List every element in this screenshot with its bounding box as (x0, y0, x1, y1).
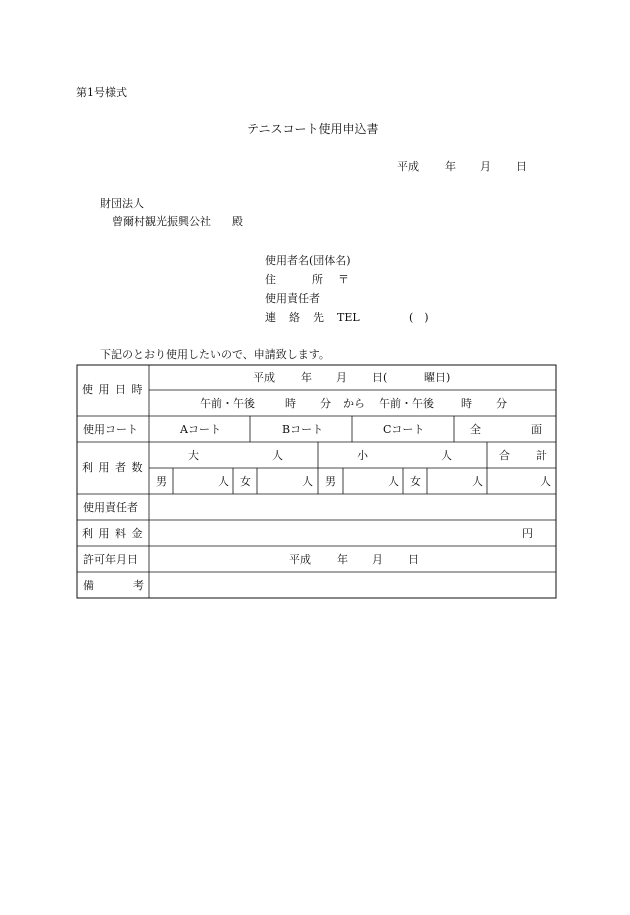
applicant-address-label: 住 (265, 273, 276, 286)
form-number: 第1号様式 (76, 86, 127, 99)
usage-minute-from: 分 (320, 397, 331, 410)
total-person: 人 (540, 475, 551, 488)
court-c: Cコート (383, 423, 425, 436)
child-male-person: 人 (388, 475, 399, 488)
users-child: 小 (357, 449, 368, 462)
permit-day: 日 (408, 553, 419, 566)
permit-label: 許可年月日 (83, 553, 138, 566)
date-month: 月 (480, 160, 491, 173)
users-child-person: 人 (441, 449, 452, 462)
child-female: 女 (410, 475, 421, 488)
fee-label: 利 用 料 金 (82, 527, 144, 540)
usage-year: 年 (301, 371, 312, 384)
date-era: 平成 (397, 160, 419, 173)
form-title: テニスコート使用申込書 (247, 122, 379, 136)
applicant-contact-label-2: 絡 (289, 311, 300, 324)
manager-label: 使用責任者 (83, 501, 138, 514)
users-adult-person: 人 (272, 449, 283, 462)
usage-from: から (343, 397, 365, 410)
users-total-1: 合 (499, 449, 510, 462)
usage-day-open: 日( (372, 371, 388, 384)
addressee-line1: 財団法人 (100, 197, 144, 210)
court-a: Aコート (180, 423, 221, 436)
intro-text: 下記のとおり使用したいので、申請致します。 (100, 348, 330, 361)
adult-female: 女 (240, 475, 251, 488)
usage-minute-to: 分 (496, 397, 507, 410)
usage-datetime-label: 使 用 日 時 (82, 383, 144, 396)
applicant-contact-label-1: 連 (265, 311, 276, 324)
tel-label: TEL (337, 311, 360, 324)
court-all-1: 全 (470, 423, 481, 436)
permit-era: 平成 (289, 553, 311, 566)
fee-yen: 円 (522, 527, 533, 540)
permit-month: 月 (372, 553, 383, 566)
child-female-person: 人 (472, 475, 483, 488)
users-label: 利 用 者 数 (82, 461, 144, 474)
court-b: Bコート (282, 423, 324, 436)
usage-month: 月 (336, 371, 347, 384)
usage-hour-from: 時 (285, 397, 296, 410)
date-year: 年 (445, 160, 456, 173)
users-adult: 大 (188, 449, 199, 462)
adult-male: 男 (156, 475, 167, 488)
addressee-org: 曾爾村観光振興公社 (112, 215, 211, 228)
permit-year: 年 (337, 553, 348, 566)
adult-male-person: 人 (218, 475, 229, 488)
applicant-contact-label-3: 先 (313, 311, 324, 324)
applicant-address-label-2: 所 (312, 273, 323, 286)
usage-hour-to: 時 (461, 397, 472, 410)
applicant-manager-label: 使用責任者 (265, 292, 320, 305)
usage-ampm-to: 午前・午後 (379, 397, 434, 410)
addressee-honorific: 殿 (232, 215, 243, 228)
remarks-label-1: 備 (83, 579, 94, 592)
usage-era: 平成 (253, 371, 275, 384)
remarks-label-2: 考 (133, 579, 144, 592)
tel-parens: ( ) (409, 311, 429, 324)
adult-female-person: 人 (302, 475, 313, 488)
applicant-name-label: 使用者名(団体名) (265, 254, 351, 267)
users-total-2: 計 (536, 449, 547, 462)
court-all-2: 面 (531, 423, 542, 436)
usage-ampm-from: 午前・午後 (200, 397, 255, 410)
court-label: 使用コート (83, 423, 138, 436)
usage-weekday-close: 曜日) (424, 371, 451, 384)
date-day: 日 (516, 160, 527, 173)
postal-mark: 〒 (338, 273, 349, 286)
child-male: 男 (325, 475, 336, 488)
